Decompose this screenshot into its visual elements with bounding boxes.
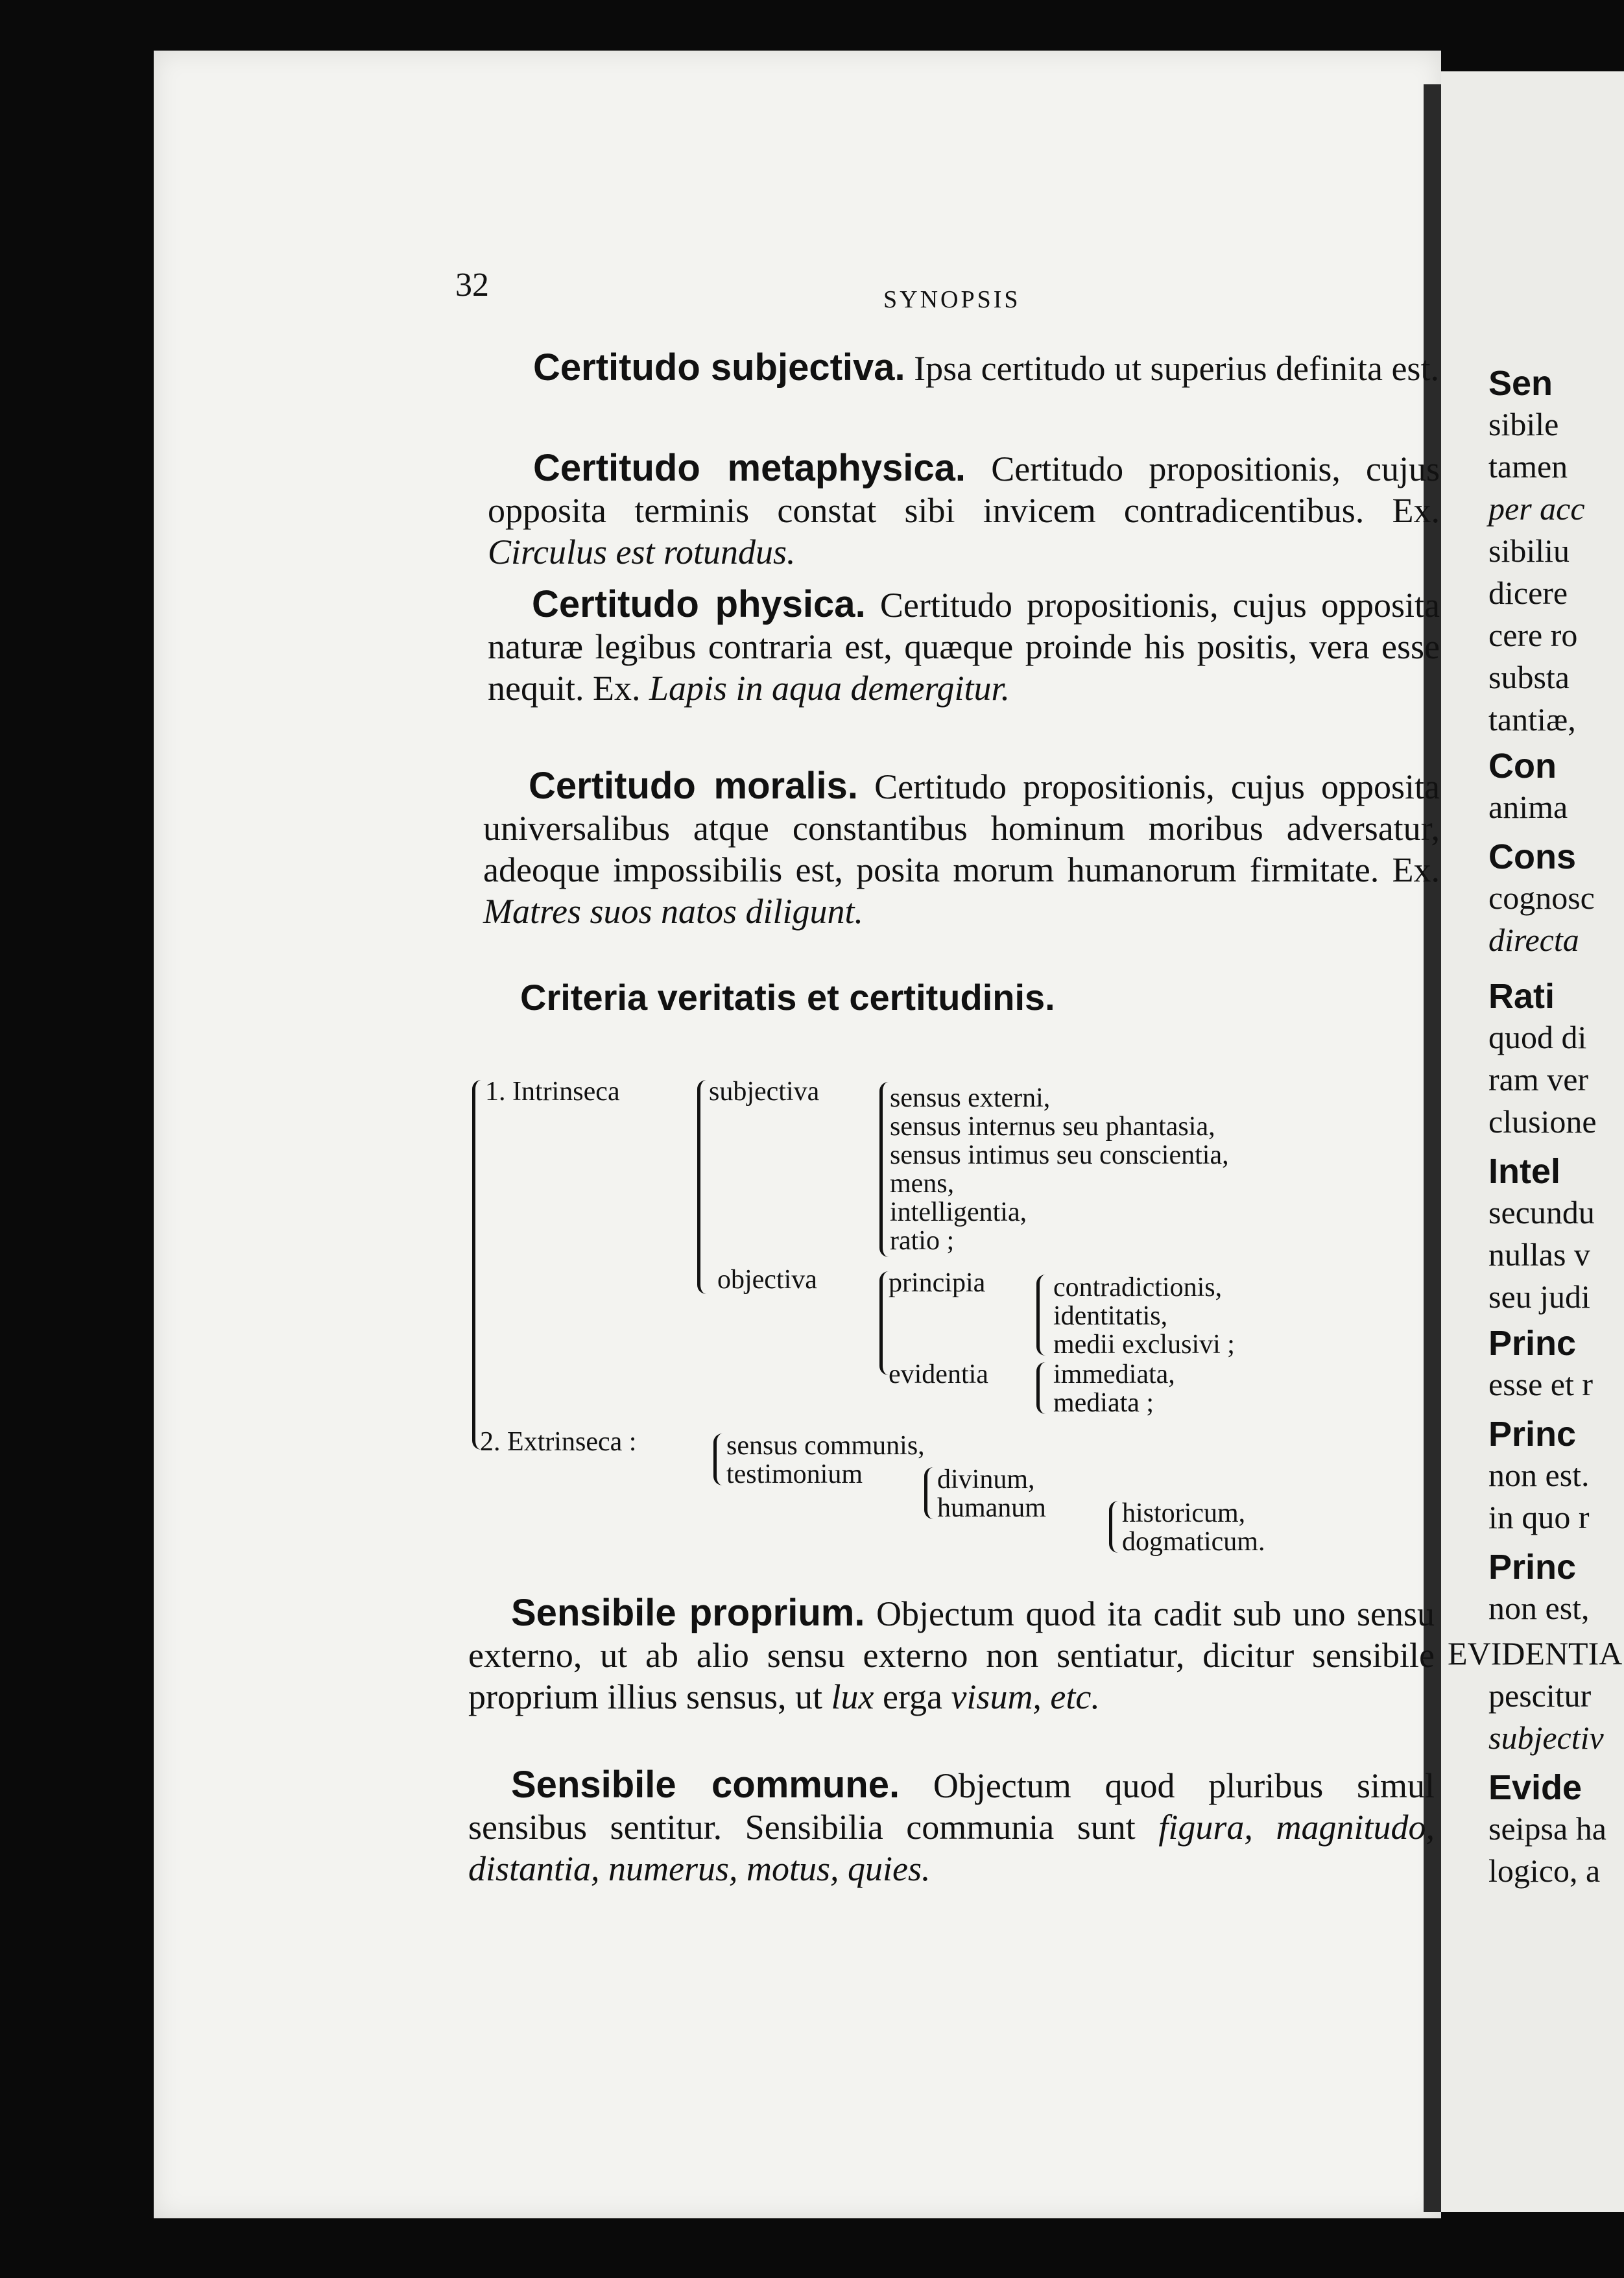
paragraph-certitudo-physica	[488, 584, 1440, 709]
subjectiva-label: subjectiva	[709, 1077, 820, 1107]
italic-term: figura, magnitudo, distantia, numerus, motus, quies.	[468, 1808, 1435, 1888]
example: Lapis in aqua demergitur.	[649, 669, 1010, 708]
term: Certitudo metaphysica.	[533, 447, 966, 489]
humanum-item: dogmaticum.	[1122, 1527, 1265, 1557]
running-head: SYNOPSIS	[883, 286, 1021, 313]
paragraph-sensibile-proprium	[468, 1592, 1435, 1718]
right-page-fragment: in quo r	[1488, 1499, 1590, 1535]
right-page-fragment: esse et r	[1488, 1366, 1594, 1402]
right-page-fragment: Evide	[1488, 1768, 1582, 1807]
right-page-fragment: Intel	[1488, 1152, 1561, 1191]
criteria-heading: Criteria veritatis et certitudinis.	[520, 977, 1055, 1018]
example: Circulus est rotundus.	[488, 533, 796, 571]
right-page-fragment: logico, a	[1488, 1852, 1601, 1889]
principia-brace	[1036, 1275, 1047, 1356]
paragraph-certitudo-moralis	[483, 765, 1440, 932]
paragraph-sensibile-commune	[468, 1764, 1435, 1889]
right-page-fragment: dicere	[1488, 575, 1568, 611]
paragraph-certitudo-metaphysica	[488, 448, 1440, 573]
right-page-fragment: sibiliu	[1488, 533, 1570, 569]
objectiva-label: objectiva	[717, 1265, 817, 1295]
term: Certitudo moralis.	[529, 765, 858, 807]
humanum-brace	[1109, 1501, 1120, 1553]
definition: Certitudo propositionis, cujus opposita naturæ legibus contraria est, quæque proinde his positis, vera esse nequit. Ex.	[488, 586, 1440, 708]
subjectiva-item: mens,	[890, 1169, 955, 1199]
term: Certitudo subjectiva.	[533, 346, 905, 389]
right-page-fragment: tantiæ,	[1488, 701, 1576, 737]
subjectiva-item: intelligentia,	[890, 1197, 1027, 1227]
right-page-fragment: substa	[1488, 659, 1570, 695]
principia-item: contradictionis,	[1053, 1273, 1223, 1302]
right-page-fragment: non est,	[1488, 1590, 1590, 1626]
right-page-fragment: Sen	[1488, 364, 1553, 403]
evidentia-item: mediata ;	[1053, 1388, 1154, 1418]
right-page-fragment: nullas v	[1488, 1236, 1590, 1273]
definition-cont: erga	[874, 1677, 951, 1716]
evidentia-brace	[1036, 1362, 1047, 1414]
subjectiva-item: ratio ;	[890, 1226, 955, 1256]
right-page-fragment: Princ	[1488, 1415, 1577, 1454]
term: Certitudo physica.	[532, 583, 866, 625]
right-page-fragment: per acc	[1488, 490, 1585, 527]
definition: Ipsa certitudo ut superius definita est.	[905, 349, 1439, 388]
intrinseca-brace	[472, 1080, 488, 1450]
extrinseca-label: 2. Extrinseca :	[480, 1427, 637, 1457]
definition: Objectum quod pluribus simul sensibus sentitur. Sensibilia communia sunt	[468, 1766, 1435, 1847]
right-page-fragment: seu judi	[1488, 1278, 1590, 1315]
right-page-fragment: tamen	[1488, 448, 1568, 485]
italic-term: lux	[831, 1677, 874, 1716]
right-page-fragment: cere ro	[1488, 617, 1578, 653]
right-page-fragment: Princ	[1488, 1548, 1577, 1587]
right-page-fragment: directa	[1488, 922, 1579, 958]
definition: Objectum quod ita cadit sub uno sensu externo, ut ab alio sensu externo non sentiatur, dicitur sensibile proprium illius sensus, ut	[468, 1594, 1435, 1716]
right-page-fragment: non est.	[1488, 1457, 1590, 1493]
right-page-fragment: pescitur	[1488, 1677, 1592, 1714]
paragraph-certitudo-subjectiva	[493, 347, 1440, 389]
principia-item: medii exclusivi ;	[1053, 1330, 1235, 1360]
sensus-communis: sensus communis,	[726, 1431, 925, 1461]
book-gutter	[1424, 84, 1443, 2212]
right-page-fragment: quod di	[1488, 1019, 1587, 1055]
right-page-fragment: EVIDENTIA	[1448, 1635, 1623, 1672]
right-page-fragment: Princ	[1488, 1324, 1577, 1363]
right-page-fragment: Con	[1488, 747, 1557, 785]
right-page-fragment: anima	[1488, 789, 1568, 825]
right-page-fragment: clusione	[1488, 1103, 1597, 1140]
right-page-fragment: secundu	[1488, 1194, 1595, 1230]
right-page-fragment: sibile	[1488, 406, 1559, 442]
testimonium-label: testimonium	[726, 1459, 863, 1489]
intrinseca-label: 1. Intrinseca	[485, 1077, 620, 1107]
principia-item: identitatis,	[1053, 1301, 1168, 1331]
page-number: 32	[455, 267, 489, 304]
italic-term: visum, etc.	[951, 1677, 1100, 1716]
principia-label: principia	[889, 1268, 986, 1298]
subjectiva-item: sensus internus seu phantasia,	[890, 1112, 1215, 1142]
subjectiva-objectiva-brace	[697, 1080, 711, 1294]
evidentia-label: evidentia	[889, 1360, 988, 1389]
right-page-fragment: ram ver	[1488, 1061, 1589, 1097]
evidentia-item: immediata,	[1053, 1360, 1175, 1389]
subjectiva-item: sensus externi,	[890, 1083, 1051, 1113]
example: Matres suos natos diligunt.	[483, 892, 864, 931]
humanum-item: historicum,	[1122, 1498, 1246, 1528]
right-page-fragment: Rati	[1488, 977, 1555, 1016]
extrinseca-brace	[713, 1433, 724, 1485]
term: Sensibile commune.	[511, 1764, 900, 1806]
testimonium-brace	[924, 1467, 935, 1519]
right-page-fragment: subjectiv	[1488, 1720, 1604, 1756]
definition: Certitudo propositionis, cujus opposita universalibus atque constantibus hominum moribus adversatur, adeoque impossibilis est, posita morum humanorum firmitate. Ex.	[483, 767, 1440, 889]
divinum: divinum,	[937, 1465, 1035, 1494]
right-page-fragment: cognosc	[1488, 880, 1595, 916]
subjectiva-item: sensus intimus seu conscientia,	[890, 1140, 1229, 1170]
definition: Certitudo propositionis, cujus opposita terminis constat sibi invicem contradicentibus. Ex.	[488, 450, 1440, 530]
term: Sensibile proprium.	[511, 1592, 865, 1634]
right-page-fragment: seipsa ha	[1488, 1810, 1606, 1847]
right-page-fragment: Cons	[1488, 837, 1576, 876]
humanum-label: humanum	[937, 1493, 1046, 1523]
